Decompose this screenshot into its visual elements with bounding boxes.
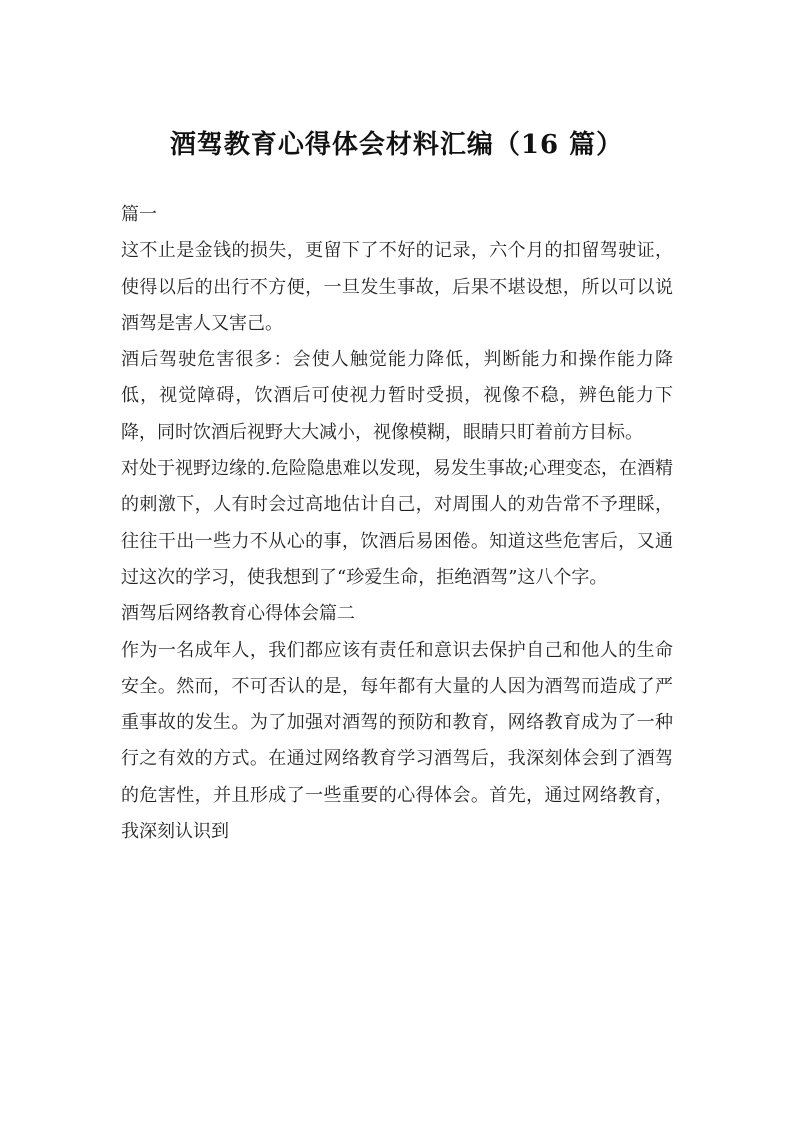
section-heading: 酒驾后网络教育心得体会篇二 [121, 603, 355, 625]
paragraph: 对处于视野边缘的.危险隐患难以发现，易发生事故;心理变态，在酒精的刺激下，人有时会过高地估计自己，对周围人的劝告常不予理睬，往往干出一些力不从心的事，饮酒后易困倦。知道这些危害后，又通过这次的学习，使我想到了“珍爱生命，拒绝酒驾”这八个字。 [121, 458, 673, 588]
document-body [121, 197, 673, 850]
paragraph: 作为一名成年人，我们都应该有责任和意识去保护自己和他人的生命安全。然而，不可否认的是，每年都有大量的人因为酒驾而造成了严重事故的发生。为了加强对酒驾的预防和教育，网络教育成为了一种行之有效的方式。在通过网络教育学习酒驾后，我深刻体会到了酒驾的危害性，并且形成了一些重要的心得体会。首先，通过网络教育，我深刻认识到 [121, 639, 673, 843]
paragraph: 这不止是金钱的损失，更留下了不好的记录，六个月的扣留驾驶证，使得以后的出行不方便，一旦发生事故，后果不堪设想，所以可以说酒驾是害人又害己。 [121, 240, 673, 334]
paragraph: 酒后驾驶危害很多：会使人触觉能力降低，判断能力和操作能力降低，视觉障碍，饮酒后可使视力暂时受损，视像不稳，辨色能力下降，同时饮酒后视野大大减小，视像模糊，眼睛只盯着前方目标。 [121, 349, 673, 443]
section-heading: 篇一 [121, 204, 157, 225]
document-title: 酒驾教育心得体会材料汇编（16 篇） [169, 130, 624, 160]
